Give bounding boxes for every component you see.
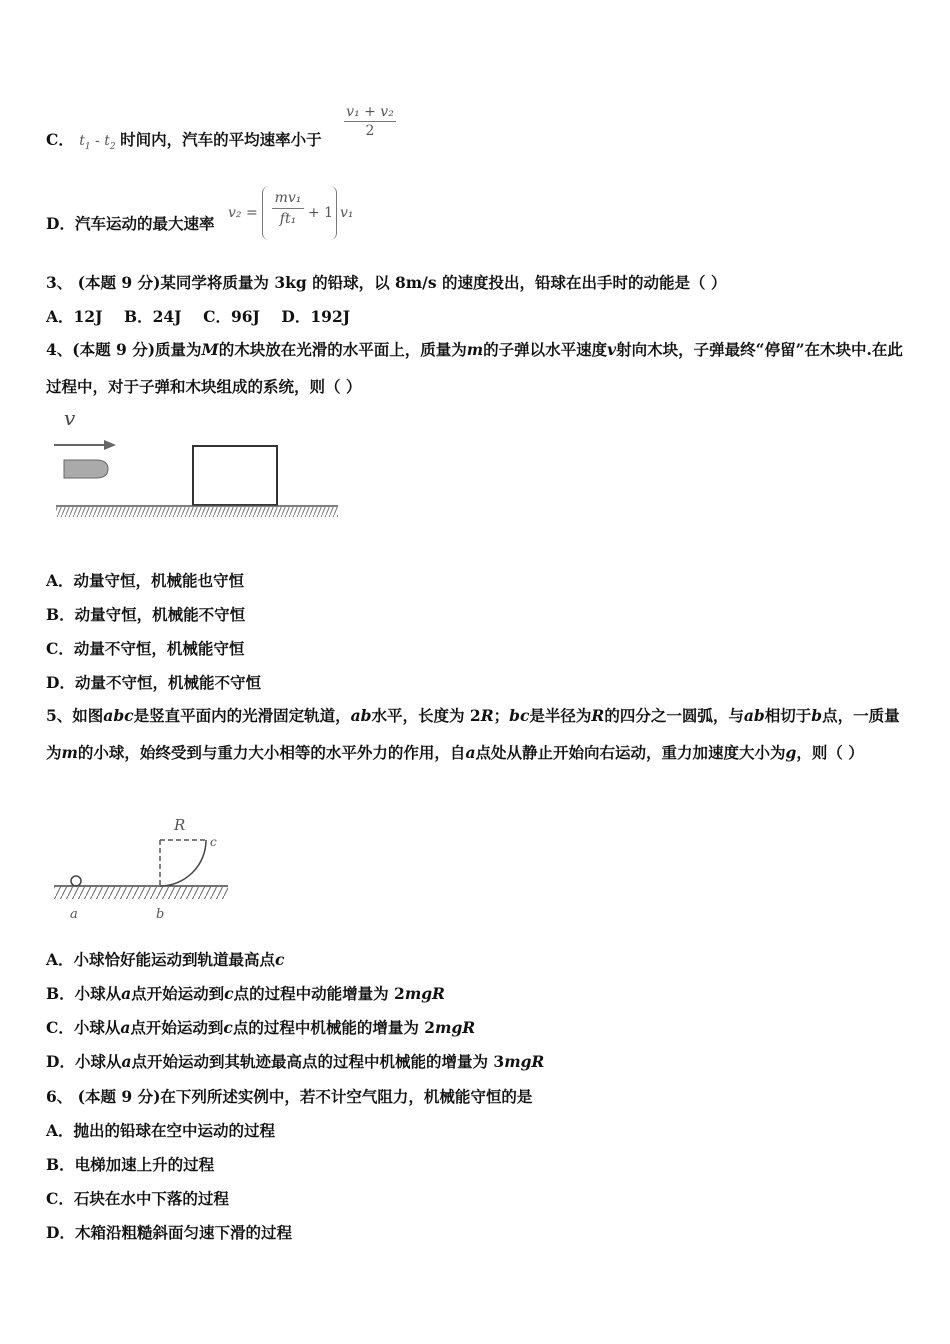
t2-sub: 2 xyxy=(109,141,116,152)
text: 的四分之一圆弧，与 xyxy=(604,706,744,725)
text: 是半径为 xyxy=(529,706,592,725)
option-text: 汽车运动的最大速率 xyxy=(74,214,215,233)
text: 点的过程中机械能的增量为 2 xyxy=(232,1018,436,1037)
text: 是竖直平面内的光滑固定轨道， xyxy=(133,706,351,725)
label-a: a xyxy=(70,907,78,922)
text: B．小球从 xyxy=(46,984,122,1003)
option-text: 时间内，汽车的平均速率小于 xyxy=(120,130,322,149)
bullet-block-figure xyxy=(50,405,350,525)
text: 点开始运动到其轨迹最高点的过程中机械能的增量为 3 xyxy=(131,1052,505,1071)
symbol-a: a xyxy=(121,1052,132,1071)
symbol-g: g xyxy=(785,743,797,762)
symbol-M: M xyxy=(201,340,219,359)
quarter-arc xyxy=(160,840,206,886)
left-paren xyxy=(262,186,269,240)
text: 的子弹以水平速度 xyxy=(483,340,608,359)
bullet xyxy=(64,460,108,478)
text: ； xyxy=(493,706,510,725)
symbol-a: a xyxy=(120,1018,131,1037)
fraction-bar xyxy=(272,208,304,209)
velocity-label: v xyxy=(64,406,76,430)
symbol-a: a xyxy=(465,743,476,762)
dash: - xyxy=(95,133,100,149)
q4-option-a: A．动量守恒，机械能也守恒 xyxy=(46,571,245,590)
q5-option-d xyxy=(46,1050,544,1072)
velocity-arrowhead xyxy=(104,440,116,450)
text: A．小球恰好能运动到轨道最高点 xyxy=(46,950,276,969)
track-figure xyxy=(50,812,240,927)
formula-rhs: v₁ xyxy=(340,205,354,221)
symbol-mgR: mgR xyxy=(504,1052,545,1071)
symbol-bc: bc xyxy=(509,706,530,725)
q6-option-c: C．石块在水中下落的过程 xyxy=(46,1189,229,1208)
formula-fraction xyxy=(272,190,304,227)
right-paren xyxy=(330,186,337,240)
plus-one: + 1 xyxy=(308,205,334,221)
q3-stem: 3、 (本题 9 分)某同学将质量为 3kg 的铅球，以 8m/s 的速度投出，铅球在出手时的动能是（ ） xyxy=(46,273,727,292)
text: 点开始运动到 xyxy=(131,984,225,1003)
symbol-c: c xyxy=(275,950,285,969)
text: 的小球，始终受到与重力大小相等的水平外力的作用，自 xyxy=(77,743,466,762)
symbol-R: R xyxy=(480,706,494,725)
symbol-R: R xyxy=(591,706,605,725)
q4-option-b: B．动量守恒，机械能不守恒 xyxy=(46,605,246,624)
symbol-ab: ab xyxy=(350,706,372,725)
ground-hatch xyxy=(56,507,338,517)
fraction-numerator: v₁ + v₂ xyxy=(346,104,394,120)
q6-stem: 6、 (本题 9 分)在下列所述实例中，若不计空气阻力，机械能守恒的是 xyxy=(46,1087,533,1106)
q4-stem xyxy=(46,331,906,405)
text: 的木块放在光滑的水平面上，质量为 xyxy=(218,340,467,359)
text: 点处从静止开始向右运动，重力加速度大小为 xyxy=(475,743,786,762)
option-letter: D． xyxy=(46,214,75,233)
formula-lhs: v₂ = xyxy=(228,205,258,221)
option-c-prev xyxy=(46,128,322,152)
q4-option-d: D．动量不守恒，机械能不守恒 xyxy=(46,673,261,692)
text: 点的过程中动能增量为 2 xyxy=(233,984,405,1003)
text: 水平，长度为 2 xyxy=(371,706,481,725)
wood-block xyxy=(193,446,277,505)
label-c: c xyxy=(210,835,217,849)
text: 相切于 xyxy=(764,706,812,725)
fraction-numerator: mv₁ xyxy=(274,190,302,206)
fraction-denominator: 2 xyxy=(365,123,375,139)
text: 点，一质量为 xyxy=(46,706,900,762)
option-d-prev xyxy=(46,212,214,234)
text: ，则（ ） xyxy=(796,743,864,762)
symbol-c: c xyxy=(223,1018,233,1037)
q3-options: A．12J B．24J C．96J D．192J xyxy=(46,307,351,326)
ground-hatch xyxy=(54,887,228,899)
label-R: R xyxy=(174,816,186,834)
t1: t xyxy=(79,133,85,149)
q5-stem xyxy=(46,697,906,771)
symbol-b: b xyxy=(811,706,823,725)
q6-option-d: D．木箱沿粗糙斜面匀速下滑的过程 xyxy=(46,1223,292,1242)
text: 5、如图 xyxy=(46,706,104,725)
q6-option-a: A．抛出的铅球在空中运动的过程 xyxy=(46,1121,276,1140)
small-ball xyxy=(71,876,81,886)
symbol-a: a xyxy=(121,984,132,1003)
time-range xyxy=(79,133,120,152)
q4-option-c: C．动量不守恒，机械能守恒 xyxy=(46,639,245,658)
symbol-mgR: mgR xyxy=(435,1018,476,1037)
option-letter: C． xyxy=(46,130,74,149)
t1-sub: 1 xyxy=(84,141,91,152)
symbol-m: m xyxy=(61,743,78,762)
q5-option-b xyxy=(46,982,445,1004)
text: 射向木块，子弹最终“停留”在木块中.在此过程中，对于子弹和木块组成的系统，则（ ） xyxy=(46,340,903,396)
text: 4、(本题 9 分)质量为 xyxy=(46,340,202,359)
avg-speed-fraction xyxy=(344,104,396,139)
symbol-abc: abc xyxy=(103,706,134,725)
symbol-c: c xyxy=(224,984,234,1003)
fraction-bar xyxy=(344,121,396,122)
label-b: b xyxy=(156,907,165,922)
text: D．小球从 xyxy=(46,1052,122,1071)
q5-option-c xyxy=(46,1016,475,1038)
text: 点开始运动到 xyxy=(130,1018,224,1037)
fraction-denominator: ft₁ xyxy=(279,211,297,227)
q6-option-b: B．电梯加速上升的过程 xyxy=(46,1155,215,1174)
symbol-mgR: mgR xyxy=(404,984,445,1003)
q5-option-a xyxy=(46,948,284,970)
symbol-ab: ab xyxy=(743,706,765,725)
symbol-v: v xyxy=(607,340,617,359)
symbol-m: m xyxy=(466,340,484,359)
t2: t xyxy=(104,133,110,149)
text: C．小球从 xyxy=(46,1018,121,1037)
